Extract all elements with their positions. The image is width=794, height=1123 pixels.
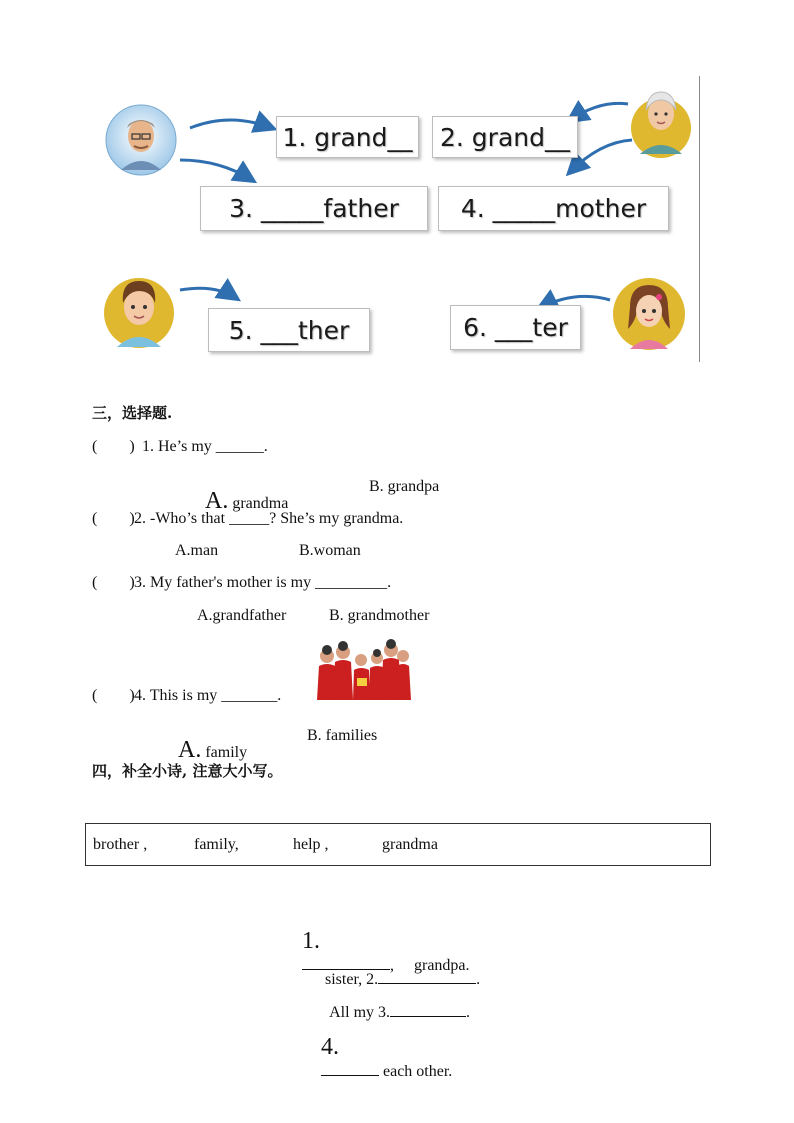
q2-option-b: B.woman (299, 542, 361, 559)
word-box-2: 2. grand__ (432, 116, 578, 158)
word-box-3: 3. _____father (200, 186, 428, 231)
word-bank (85, 823, 711, 866)
word-bank-item-3: help , (293, 836, 329, 853)
arrow-2 (180, 160, 252, 180)
poem-blank-2[interactable] (378, 969, 476, 984)
q3-option-b: B. grandmother (329, 607, 430, 624)
poem-line-4-rest: each other. (379, 1063, 453, 1080)
arrow-5 (180, 288, 236, 298)
poem-line-2-text: sister, 2. (325, 971, 379, 988)
q4-option-a (170, 719, 247, 764)
arrow-4 (570, 140, 632, 172)
poem-blank-3[interactable] (390, 1002, 466, 1017)
q3-text: 3. My father's mother is my _________. (134, 574, 392, 591)
poem-line-4-number: 4. (321, 1034, 339, 1060)
poem-line-2-period: . (476, 971, 481, 988)
word-box-4: 4. _____mother (438, 186, 669, 231)
q1-option-a-text: grandma (228, 495, 289, 512)
q4-text: 4. This is my _______. (134, 687, 282, 704)
q4-option-b: B. families (307, 727, 378, 744)
word-bank-item-4: grandma (382, 836, 438, 853)
poem-line-4 (313, 1016, 452, 1081)
word-box-6: 6. ___ter (450, 305, 581, 350)
arrow-1 (190, 120, 272, 128)
word-bank-item-2: family, (194, 836, 239, 853)
poem-line-1-number: 1. (302, 928, 320, 954)
q4-option-a-text: family (201, 744, 248, 761)
q2-option-a: A.man (175, 542, 219, 559)
poem-line-3-text: All my 3. (329, 1004, 391, 1021)
q1-paren: ( ) (92, 438, 135, 455)
q4-paren: ( ) (92, 687, 135, 704)
q2-text: 2. -Who’s that _____? She’s my grandma. (134, 510, 404, 527)
q1-option-a (197, 470, 288, 515)
q1-option-b: B. grandpa (369, 478, 440, 495)
q3-paren: ( ) (92, 574, 135, 591)
poem-line-3-period: . (466, 1004, 471, 1021)
word-box-5: 5. ___ther (208, 308, 370, 352)
word-bank-item-1: brother , (93, 836, 148, 853)
family-photo (313, 638, 411, 700)
poem-blank-4[interactable] (321, 1061, 379, 1076)
section3-title: 三，选择题. (92, 404, 173, 422)
arrow-3 (570, 103, 628, 120)
poem-line-1-rest: , grandpa. (390, 957, 470, 974)
q4-option-a-letter: A. (178, 737, 202, 763)
word-box-1: 1. grand__ (276, 116, 419, 158)
q1-option-a-letter: A. (205, 488, 229, 514)
section4-title: 四，补全小诗, 注意大小写。 (92, 762, 283, 780)
q1-text: 1. He’s my ______. (138, 438, 268, 455)
q2-paren: ( ) (92, 510, 135, 527)
q3-option-a: A.grandfather (197, 607, 287, 624)
